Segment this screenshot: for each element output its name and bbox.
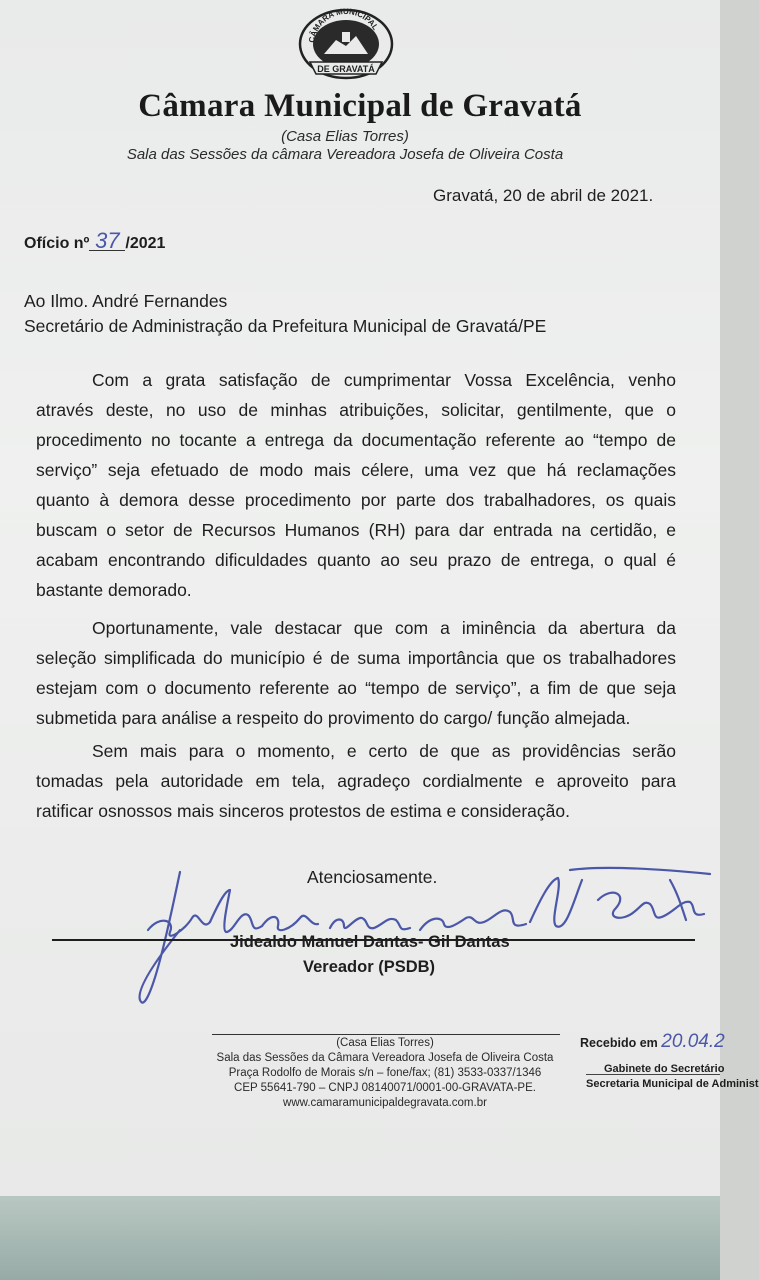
paragraph-1 (36, 365, 676, 605)
chamber-seal-logo (296, 6, 396, 80)
oficio-number (24, 228, 166, 253)
body-line: seleção simplificada do município é de suma importância que os trabalhadores (36, 648, 676, 668)
body-line: estejam com o documento referente ao “tempo de serviço”, a fim de que seja (36, 678, 676, 698)
paragraph-2 (36, 613, 676, 733)
body-line: Sem mais para o momento, e certo de que as providências serão (92, 741, 676, 761)
footer-line: CEP 55641-790 – CNPJ 08140071/0001-00-GRAVATA-PE. (234, 1082, 536, 1094)
closing: Atenciosamente. (307, 867, 438, 887)
page-title: Câmara Municipal de Gravatá (138, 88, 582, 124)
received-stamp (580, 1031, 725, 1053)
oficio-handwritten-number: 37 (89, 232, 125, 251)
body-line: bastante demorado. (36, 580, 192, 600)
signatory-name: Jidealdo Manuel Dantas- Gil Dantas (230, 933, 510, 951)
signatory-role: Vereador (PSDB) (303, 958, 436, 976)
footer-line: Praça Rodolfo de Morais s/n – fone/fax; (81) 3533-0337/1346 (228, 1067, 542, 1079)
body-line: Com a grata satisfação de cumprimentar Vossa Excelência, venho (92, 370, 676, 390)
session-room: Sala das Sessões da câmara Vereadora Josefa de Oliveira Costa (126, 146, 564, 163)
oficio-prefix: Ofício nº (24, 235, 90, 252)
footer-line: Sala das Sessões da Câmara Vereadora Josefa de Oliveira Costa (216, 1052, 554, 1064)
body-line: buscam o setor de Recursos Humanos (RH) para dar entrada na certidão, e (36, 520, 676, 540)
recipient-title: Secretário de Administração da Prefeitura Municipal de Gravatá/PE (24, 316, 547, 336)
svg-text:DE GRAVATÁ: DE GRAVATÁ (317, 64, 375, 74)
oficio-suffix: /2021 (125, 235, 166, 252)
body-line: submetida para análise a respeito do provimento do cargo/ função almejada. (36, 708, 631, 728)
background-floor (0, 1196, 720, 1280)
body-line: tomadas pela autoridade em tela, agradeço cordialmente e aproveito para (36, 771, 676, 791)
body-line: serviço” seja efetuado de modo mais célere, uma vez que há reclamações (36, 460, 676, 480)
footer-website: www.camaramunicipaldegravata.com.br (283, 1097, 487, 1109)
footer-divider (212, 1034, 560, 1035)
body-line: quanto à demora desse procedimento por parte dos trabalhadores, os quais (36, 490, 676, 510)
body-line: procedimento no tocante a entrega da documentação referente ao “tempo de (36, 430, 676, 450)
paragraph-3 (36, 736, 676, 826)
stamp-department: Secretaria Municipal de Administ (586, 1078, 759, 1090)
body-line: Oportunamente, vale destacar que com a iminência da abertura da (92, 618, 676, 638)
letter-date: Gravatá, 20 de abril de 2021. (433, 186, 654, 205)
footer-line: (Casa Elias Torres) (336, 1037, 434, 1049)
received-date: 20.04.2 (661, 1031, 725, 1052)
body-line: ratificar osnossos mais sinceros protestos de estima e consideração. (36, 801, 570, 821)
recipient-name: Ao Ilmo. André Fernandes (24, 291, 228, 311)
received-label: Recebido em (580, 1036, 658, 1050)
svg-text:CÂMARA MUNICIPAL: CÂMARA MUNICIPAL (307, 6, 381, 44)
body-line: através deste, no uso de minhas atribuições, solicitar, gentilmente, que o (36, 400, 676, 420)
body-line: acabam encontrando dificuldades quanto ao seu prazo de entrega, o qual é (36, 550, 676, 570)
subtitle: (Casa Elias Torres) (281, 128, 409, 145)
stamp-office: Gabinete do Secretário (604, 1063, 725, 1075)
